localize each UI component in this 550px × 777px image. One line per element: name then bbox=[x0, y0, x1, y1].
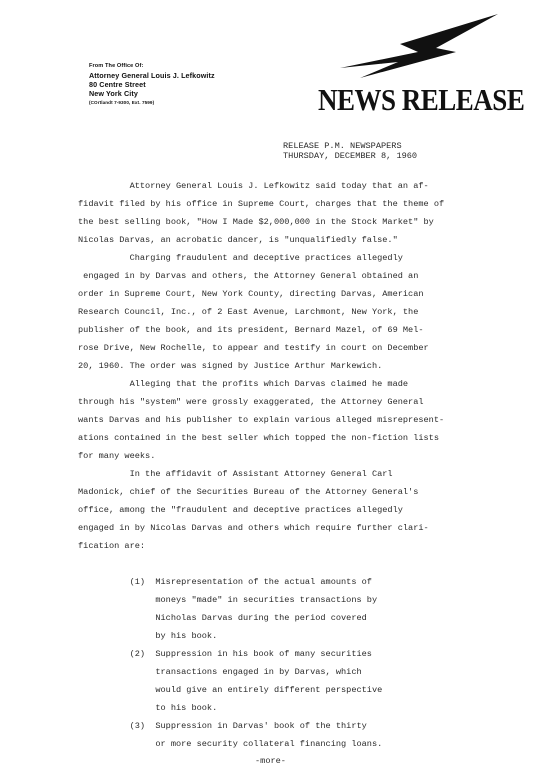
letterhead-street: 80 Centre Street bbox=[89, 80, 146, 89]
news-release-title: NEWS RELEASE bbox=[318, 83, 525, 117]
letterhead bbox=[89, 62, 215, 107]
release-line-1: RELEASE P.M. NEWSPAPERS bbox=[283, 141, 402, 151]
body-line: the best selling book, "How I Made $2,000,000 in the Stock Market" by bbox=[78, 217, 434, 227]
body-line: Nicholas Darvas during the period covered bbox=[78, 613, 367, 623]
body-line: Charging fraudulent and deceptive practices allegedly bbox=[78, 253, 403, 263]
body-line: through his "system" were grossly exaggerated, the Attorney General bbox=[78, 397, 424, 407]
body-line: transactions engaged in by Darvas, which bbox=[78, 667, 362, 677]
body-line: order in Supreme Court, New York County, directing Darvas, American bbox=[78, 289, 424, 299]
letterhead-from: From The Office Of: bbox=[89, 63, 144, 69]
body-line: rose Drive, New Rochelle, to appear and testify in court on December bbox=[78, 343, 429, 353]
letterhead-phone: (COrtlandt 7-9300, Ext. 7599) bbox=[89, 100, 155, 105]
body-line: for many weeks. bbox=[78, 451, 156, 461]
body-line: Madonick, chief of the Securities Bureau of the Attorney General's bbox=[78, 487, 419, 497]
lightning-bolt-icon bbox=[340, 8, 500, 88]
body-line: moneys "made" in securities transactions by bbox=[78, 595, 378, 605]
body-line: Research Council, Inc., of 2 East Avenue, Larchmont, New York, the bbox=[78, 307, 419, 317]
body-line: Attorney General Louis J. Lefkowitz said today that an af- bbox=[78, 181, 429, 191]
body-line: (3) Suppression in Darvas' book of the thirty bbox=[78, 721, 367, 731]
body-line: by his book. bbox=[78, 631, 218, 641]
body-line: engaged in by Darvas and others, the Attorney General obtained an bbox=[78, 271, 419, 281]
body-line: Alleging that the profits which Darvas claimed he made bbox=[78, 379, 409, 389]
more-marker: -more- bbox=[255, 756, 286, 766]
letterhead-name: Attorney General Louis J. Lefkowitz bbox=[89, 71, 215, 80]
body-line: In the affidavit of Assistant Attorney General Carl bbox=[78, 469, 393, 479]
release-line-2: THURSDAY, DECEMBER 8, 1960 bbox=[283, 151, 418, 161]
body-line: engaged in by Nicolas Darvas and others which require further clari- bbox=[78, 523, 429, 533]
body-line: fidavit filed by his office in Supreme Court, charges that the theme of bbox=[78, 199, 445, 209]
body-line: office, among the "fraudulent and deceptive practices allegedly bbox=[78, 505, 403, 515]
body-line: to his book. bbox=[78, 703, 218, 713]
letterhead-city: New York City bbox=[89, 89, 138, 98]
release-info bbox=[283, 141, 417, 161]
body-line: (1) Misrepresentation of the actual amounts of bbox=[78, 577, 372, 587]
body-line: Nicolas Darvas, an acrobatic dancer, is "unqualifiedly false." bbox=[78, 235, 398, 245]
body-line: (2) Suppression in his book of many securities bbox=[78, 649, 372, 659]
body-line: or more security collateral financing loans. bbox=[78, 739, 383, 749]
body-line: would give an entirely different perspective bbox=[78, 685, 383, 695]
body-line: ations contained in the best seller which topped the non-fiction lists bbox=[78, 433, 439, 443]
body-line: wants Darvas and his publisher to explain various alleged misrepresent- bbox=[78, 415, 445, 425]
body-line: publisher of the book, and its president, Bernard Mazel, of 69 Mel- bbox=[78, 325, 424, 335]
body-line: 20, 1960. The order was signed by Justice Arthur Markewich. bbox=[78, 361, 383, 371]
body-line: fication are: bbox=[78, 541, 146, 551]
